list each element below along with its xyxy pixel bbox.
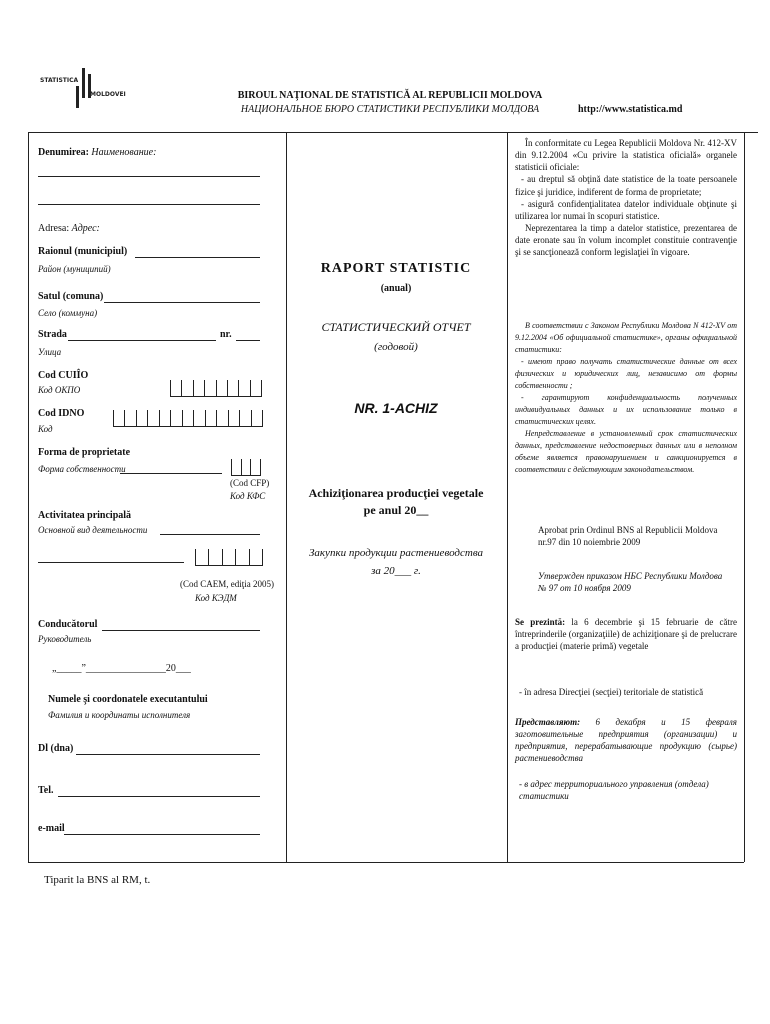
aprobat-line1: Aprobat prin Ordinul BNS al Republicii Moldova: [538, 525, 718, 535]
raionul-label: Raionul (municipiul): [38, 246, 128, 257]
activitatea-field-2[interactable]: [38, 562, 184, 563]
frame-top-line: [28, 132, 758, 133]
tel-field[interactable]: [58, 796, 260, 797]
bullet-ro: - în adresa Direcţiei (secţiei) teritoriale de statistică: [519, 687, 704, 697]
footer-printed: Tiparit la BNS al RM, t.: [44, 874, 151, 886]
idno-code-boxes[interactable]: [113, 410, 263, 427]
header-line-ro: BIROUL NAŢIONAL DE STATISTICĂ AL REPUBLICII MOLDOVA: [237, 90, 543, 101]
raionul-label-ru: Район (муниципий): [38, 264, 111, 274]
cfp-label-ru: Код КФС: [230, 491, 266, 501]
strada-label-ru: Улица: [38, 347, 62, 357]
numele-label: Numele şi coordonatele executantului: [48, 694, 208, 705]
header-line-ru: НАЦИОНАЛЬНОЕ БЮРО СТАТИСТИКИ РЕСПУБЛИКИ МОЛДОВА: [240, 104, 540, 115]
idno-label-ru: Код: [38, 424, 53, 434]
nr-field[interactable]: [236, 340, 260, 341]
cfp-label: (Cod CFP): [230, 478, 270, 488]
frame-bottom-line: [28, 862, 744, 863]
raport-anual: (anual): [380, 283, 412, 294]
header-url[interactable]: http://www.statistica.md: [578, 104, 683, 115]
law-notice-ro: [515, 137, 737, 258]
law-p2: - au dreptul să obţină date statistice de la toate persoanele fizice şi juridice, indiferent de forma de proprietate;: [515, 174, 737, 197]
law-p4: Neprezentarea la timp a datelor statistice, prezentarea de date eronate sau în volum incomplet constituie contravenţie şi se sancţionează conform legislaţiei în vigoare.: [515, 222, 737, 258]
bns-logo: [38, 66, 126, 112]
title-ro-line1: Achiziţionarea producţiei vegetale: [308, 486, 484, 500]
tel-label: Tel.: [38, 785, 54, 796]
email-field[interactable]: [64, 834, 260, 835]
satul-field[interactable]: [104, 302, 260, 303]
satul-label-ru: Село (коммуна): [38, 308, 98, 318]
caem-label: (Cod CAEM, ediţia 2005): [180, 579, 274, 589]
svg-text:STATISTICA: STATISTICA: [40, 77, 79, 84]
title-ro-line2: pe anul 20__: [363, 503, 429, 517]
conducatorul-label: Conducătorul: [38, 619, 98, 630]
raport-title: RAPORT STATISTIC: [320, 261, 472, 276]
frame-left-line: [28, 132, 29, 862]
column-divider-1: [286, 132, 287, 862]
aprobat-ro: [538, 524, 738, 548]
strada-label: Strada: [38, 329, 67, 340]
title-ru-line2: за 20___ г.: [371, 565, 421, 577]
nr-label: nr.: [220, 329, 232, 340]
aprobat-line2: nr.97 din 10 noiembrie 2009: [538, 537, 641, 548]
law-notice-ru: [515, 320, 737, 476]
svg-text:MOLDOVEI: MOLDOVEI: [90, 91, 126, 98]
cuiio-code-boxes[interactable]: [170, 380, 262, 397]
law-p3: - asigură confidenţialitatea datelor individuale obţinute şi utilizarea lor numai în scopuri statistice.: [515, 198, 737, 221]
frame-right-line: [744, 132, 745, 862]
dl-label: Dl (dna): [38, 743, 74, 754]
bullet-ru: - в адрес территориального управления (отдела) статистики: [519, 779, 709, 802]
raionul-field[interactable]: [135, 257, 260, 258]
cfp-code-boxes[interactable]: [231, 459, 261, 476]
email-label: e-mail: [38, 823, 65, 834]
denumirea-field-1[interactable]: [38, 176, 260, 177]
otchet-title: СТАТИСТИЧЕСКИЙ ОТЧЕТ: [321, 320, 471, 334]
activitatea-label-ru: Основной вид деятельности: [38, 525, 148, 535]
forma-label: Forma de proprietate: [38, 447, 131, 458]
se-prezinta: Se prezintă: la 6 decembrie şi 15 februarie de către întreprinderile (organizaţiile) de achiziţionare şi de prelucrare a producţiei (materie primă) vegetale: [515, 617, 737, 652]
caem-label-ru: Код КЭДМ: [195, 593, 237, 603]
law-p7: - гарантируют конфиденциальность полученных индивидуальных данных и их использование только в статистических целях.: [515, 393, 737, 426]
denumirea-field-2[interactable]: [38, 204, 260, 205]
strada-field[interactable]: [68, 340, 216, 341]
cuiio-label-ru: Код ОКПО: [38, 385, 81, 395]
law-p6: - имеют право получать статистические данные от всех физических и юридических лиц, независимо от формы собственности ;: [515, 357, 737, 390]
conducatorul-field[interactable]: [102, 630, 260, 631]
utv-line1: Утвержден приказом НБС Республики Молдова: [538, 571, 723, 581]
activitatea-field-1[interactable]: [160, 534, 260, 535]
law-p1: În conformitate cu Legea Republicii Moldova Nr. 412-XV din 9.12.2004 «Cu privire la statistica oficială» organele statisticii oficiale:: [515, 138, 737, 173]
activitatea-label: Activitatea principală: [38, 510, 132, 521]
column-divider-2: [507, 132, 508, 862]
cuiio-label: Cod CUIÎO: [38, 370, 89, 381]
forma-label-ru: Форма собственности: [38, 464, 126, 474]
satul-label: Satul (comuna): [38, 291, 104, 302]
dl-field[interactable]: [76, 754, 260, 755]
denumirea-label: Denumirea: Наименование:: [38, 147, 157, 158]
form-number: NR. 1-ACHIZ: [354, 400, 438, 416]
utv-line2: № 97 от 10 ноября 2009: [538, 583, 631, 594]
date-field[interactable]: „_____”________________20___: [52, 663, 191, 674]
law-p8: Непредставление в установленный срок статистических данных, представление недостоверных данных или в неполном объеме является правонарушением и санкционируется в соответствии с действующим законодательством.: [515, 429, 737, 474]
otchet-godovoy: (годовой): [374, 341, 418, 353]
conducatorul-label-ru: Руководитель: [38, 634, 92, 644]
forma-field[interactable]: [120, 473, 222, 474]
title-ru-line1: Закупки продукции растениеводства: [308, 547, 484, 559]
adresa-label: Adresa: Адрес:: [38, 223, 100, 234]
idno-label: Cod IDNO: [38, 408, 85, 419]
caem-code-boxes[interactable]: [195, 549, 263, 566]
predstavlyayut: Представляют: 6 декабря и 15 февраля заготовительные предприятия (организации) и предприятия, перерабатывающие продукцию (сырье) растениеводства: [515, 717, 737, 764]
law-p5: В соответствии с Законом Республики Молдова N 412-XV от 9.12.2004 «Об официальной статистике», органы официальной статистики:: [515, 321, 737, 354]
utverzhden-ru: [538, 570, 738, 594]
numele-label-ru: Фамилия и координаты исполнителя: [48, 710, 191, 720]
